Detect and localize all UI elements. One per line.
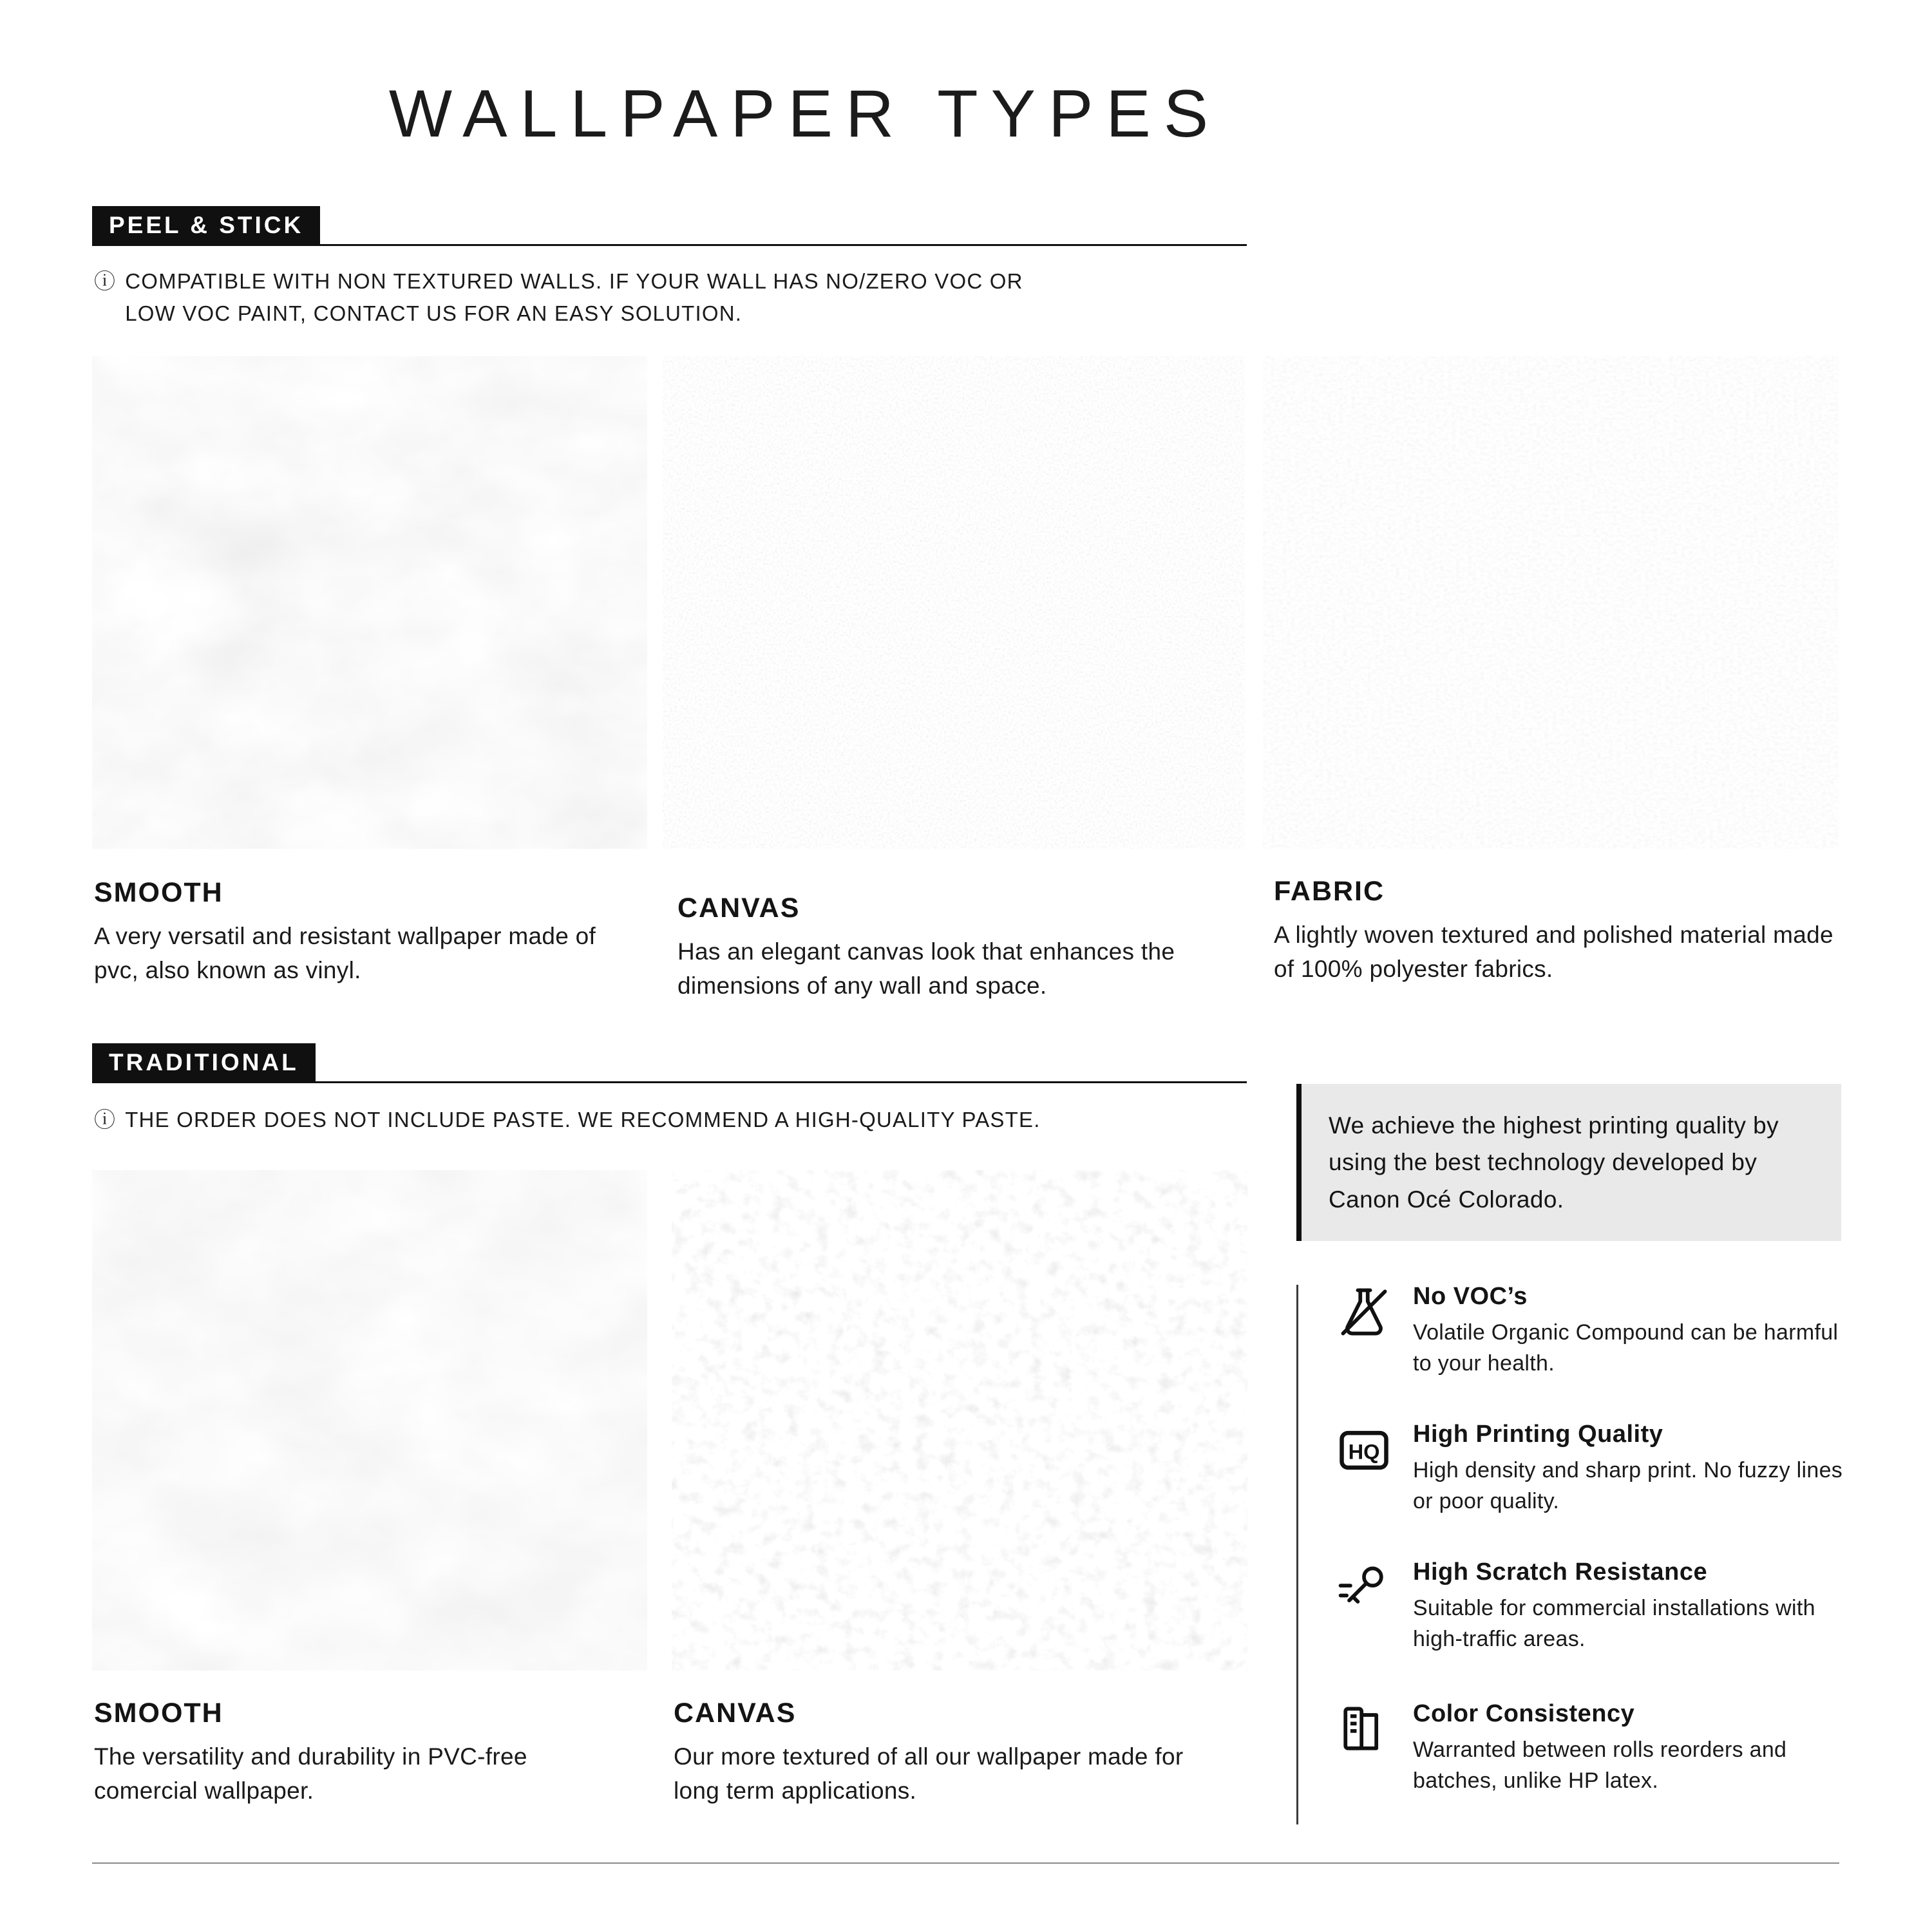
texture-swatch-fabric [1263,356,1839,849]
texture-swatch-smooth-traditional [92,1170,647,1671]
scratch-resistance-icon [1334,1558,1394,1618]
item-description-fabric: A lightly woven textured and polished material made of 100% polyester fabrics. [1274,922,1833,982]
info-icon: ⓘ [94,1108,117,1132]
feature-title: High Printing Quality [1413,1421,1663,1448]
item-description-canvas: Has an elegant canvas look that enhances the dimensions of any wall and space. [677,938,1175,999]
item-description-smooth-traditional: The versatility and durability in PVC-free comercial wallpaper. [94,1743,527,1804]
item-name-smooth-traditional: SMOOTH [94,1698,223,1728]
section-header-peel-stick: PEEL & STICK [92,206,320,244]
features-divider [1296,1285,1298,1824]
color-consistency-icon [1334,1700,1394,1759]
feature-title: Color Consistency [1413,1700,1635,1727]
texture-swatch-canvas-traditional [672,1170,1247,1671]
item-description-canvas-traditional: Our more textured of all our wallpaper made for long term applications. [674,1743,1184,1804]
feature-description: Warranted between rolls reorders and batches, unlike HP latex. [1413,1738,1787,1794]
section-header-traditional: TRADITIONAL [92,1043,316,1081]
item-name-canvas: CANVAS [677,893,800,923]
item-name-canvas-traditional: CANVAS [674,1698,797,1728]
hq-icon [1334,1421,1394,1480]
bottom-rule [92,1862,1839,1864]
section-rule [92,244,1247,246]
traditional-note [94,1104,1285,1136]
feature-scratch-resistance [1334,1558,1862,1655]
info-icon: ⓘ [94,269,117,293]
no-voc-icon [1334,1283,1394,1342]
item-description-smooth: A very versatil and resistant wallpaper made of pvc, also known as vinyl. [94,923,596,983]
feature-no-voc [1334,1283,1862,1379]
feature-title: High Scratch Resistance [1413,1558,1708,1586]
peel-stick-note [94,265,1060,329]
svg-text:HQ: HQ [1348,1440,1380,1464]
texture-swatch-smooth [92,356,647,849]
texture-swatch-canvas [663,356,1245,849]
feature-high-printing-quality [1334,1421,1862,1517]
feature-description: High density and sharp print. No fuzzy lines or poor quality. [1413,1458,1843,1514]
page-title: WALLPAPER TYPES [388,77,1222,151]
feature-description: Volatile Organic Compound can be harmful to your health. [1413,1320,1839,1376]
item-name-smooth: SMOOTH [94,877,223,908]
feature-title: No VOC’s [1413,1283,1528,1310]
quality-callout: We achieve the highest printing quality by using the best technology developed by Canon Océ Colorado. [1296,1084,1841,1241]
peel-stick-note-text: COMPATIBLE WITH NON TEXTURED WALLS. IF YOUR WALL HAS NO/ZERO VOC OR LOW VOC PAINT, CONTACT US FOR AN EASY SOLUTION. [125,269,1023,325]
section-rule [92,1081,1247,1083]
item-name-fabric: FABRIC [1274,876,1385,907]
feature-description: Suitable for commercial installations with high-traffic areas. [1413,1596,1815,1652]
feature-color-consistency [1334,1700,1862,1797]
traditional-note-text: THE ORDER DOES NOT INCLUDE PASTE. WE RECOMMEND A HIGH-QUALITY PASTE. [125,1108,1041,1132]
